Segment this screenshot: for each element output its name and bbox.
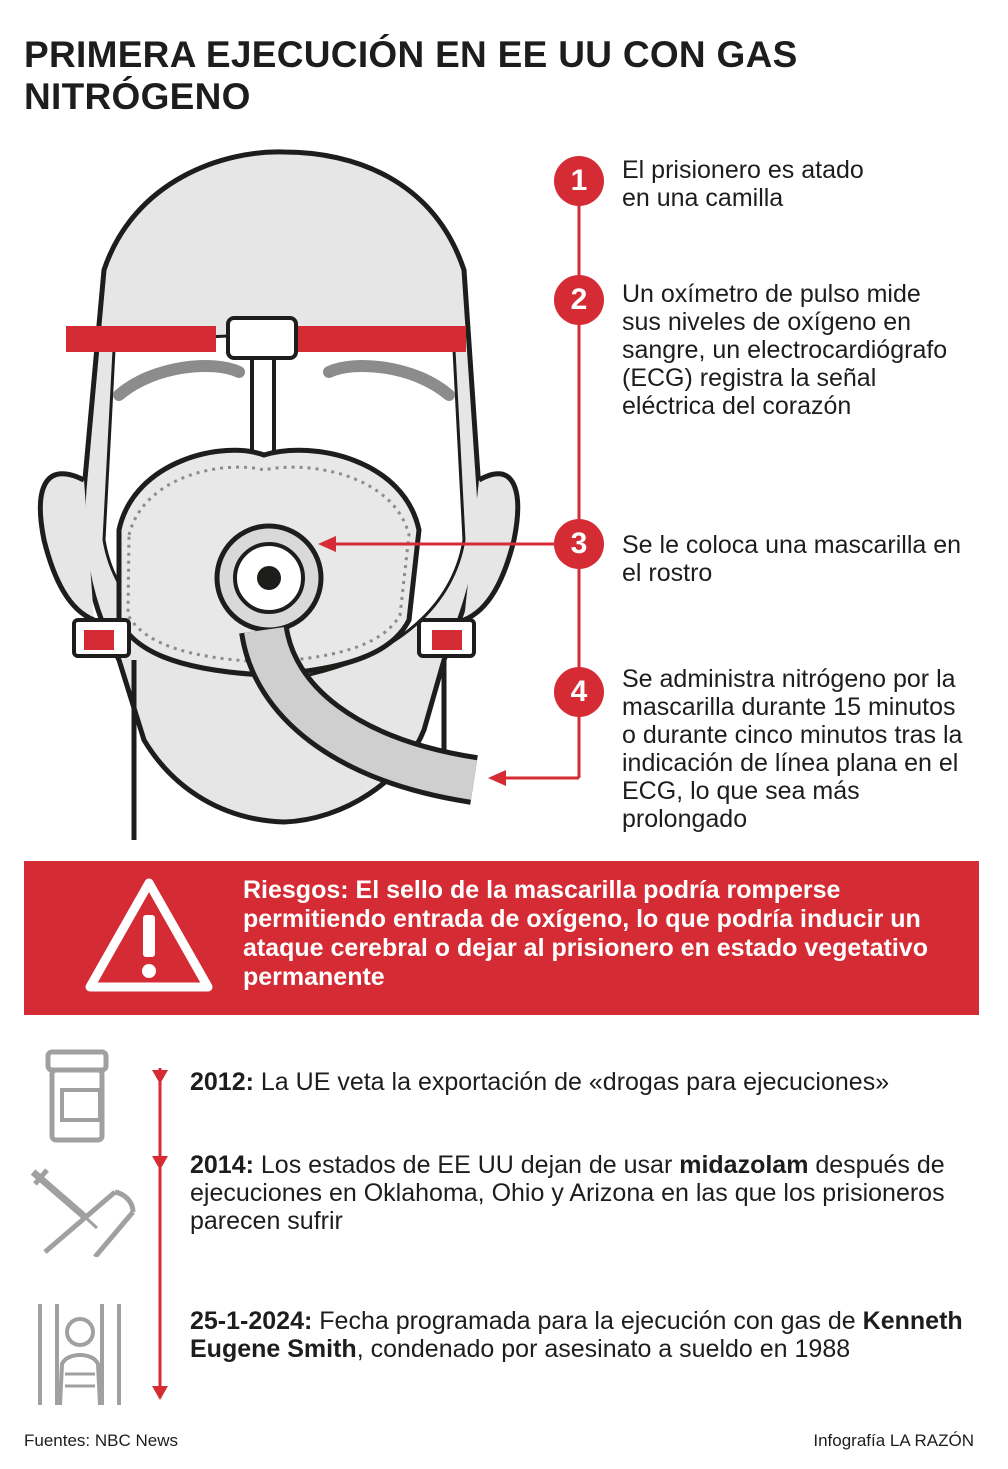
timeline-bold: Kenneth Eugene Smith xyxy=(190,1307,963,1363)
timeline-marker-1 xyxy=(152,1070,168,1084)
timeline-text: Fecha programada para la ejecución con gas de xyxy=(319,1307,863,1335)
risk-text: Riesgos: El sello de la mascarilla podría romperse permitiendo entrada de oxígeno, lo que podría inducir un ataque cerebral o dejar al prisionero en estado vegetativo permanente xyxy=(243,876,928,991)
timeline-text-after: , condenado por asesinato a sueldo en 1988 xyxy=(356,1335,851,1363)
credit-text: Infografía LA RAZÓN xyxy=(813,1431,974,1450)
timeline-entry-2014 xyxy=(190,1151,980,1235)
timeline-text-after: después de ejecuciones en Oklahoma, Ohio y Arizona en las que los prisioneros parecen sufrir xyxy=(190,1151,945,1235)
timeline-entry-2024 xyxy=(190,1307,970,1363)
prisoner-icon xyxy=(32,1302,127,1407)
step-badge-1: 1 xyxy=(554,156,604,206)
title-line-1: PRIMERA EJECUCIÓN EN EE UU CON GAS xyxy=(24,34,798,75)
warning-icon xyxy=(84,875,214,995)
step-badge-3: 3 xyxy=(554,519,604,569)
syringe-icon xyxy=(25,1162,140,1257)
pill-bottle-icon xyxy=(42,1048,112,1144)
step-text-3: Se le coloca una mascarilla en el rostro xyxy=(622,531,962,587)
timeline-date: 2012: xyxy=(190,1068,254,1096)
timeline-date: 2014: xyxy=(190,1151,254,1179)
timeline-marker-2 xyxy=(152,1156,168,1170)
timeline-bold: midazolam xyxy=(679,1151,809,1179)
step-text-2: Un oxímetro de pulso mide sus niveles de oxígeno en sangre, un electrocardiógrafo (ECG) registra la señal eléctrica del corazón xyxy=(622,280,948,420)
step-badge-4: 4 xyxy=(554,667,604,717)
step-badge-2: 2 xyxy=(554,275,604,325)
timeline-line xyxy=(150,1068,170,1403)
sources-text: Fuentes: NBC News xyxy=(24,1431,178,1450)
step-text-4: Se administra nitrógeno por la mascarilla durante 15 minutos o durante cinco minutos tras la indicación de línea plana en el ECG, lo que sea más prolongado xyxy=(622,665,963,833)
step-text-1: El prisionero es atado en una camilla xyxy=(622,156,864,212)
timeline-marker-3 xyxy=(152,1386,168,1400)
title-line-2: NITRÓGENO xyxy=(24,76,251,117)
risk-banner xyxy=(24,861,979,1015)
timeline-text: Los estados de EE UU dejan de usar xyxy=(260,1151,680,1179)
timeline-entry-2012 xyxy=(190,1068,980,1096)
timeline-date: 25-1-2024: xyxy=(190,1307,313,1335)
timeline-text: La UE veta la exportación de «drogas para ejecuciones» xyxy=(260,1068,890,1096)
